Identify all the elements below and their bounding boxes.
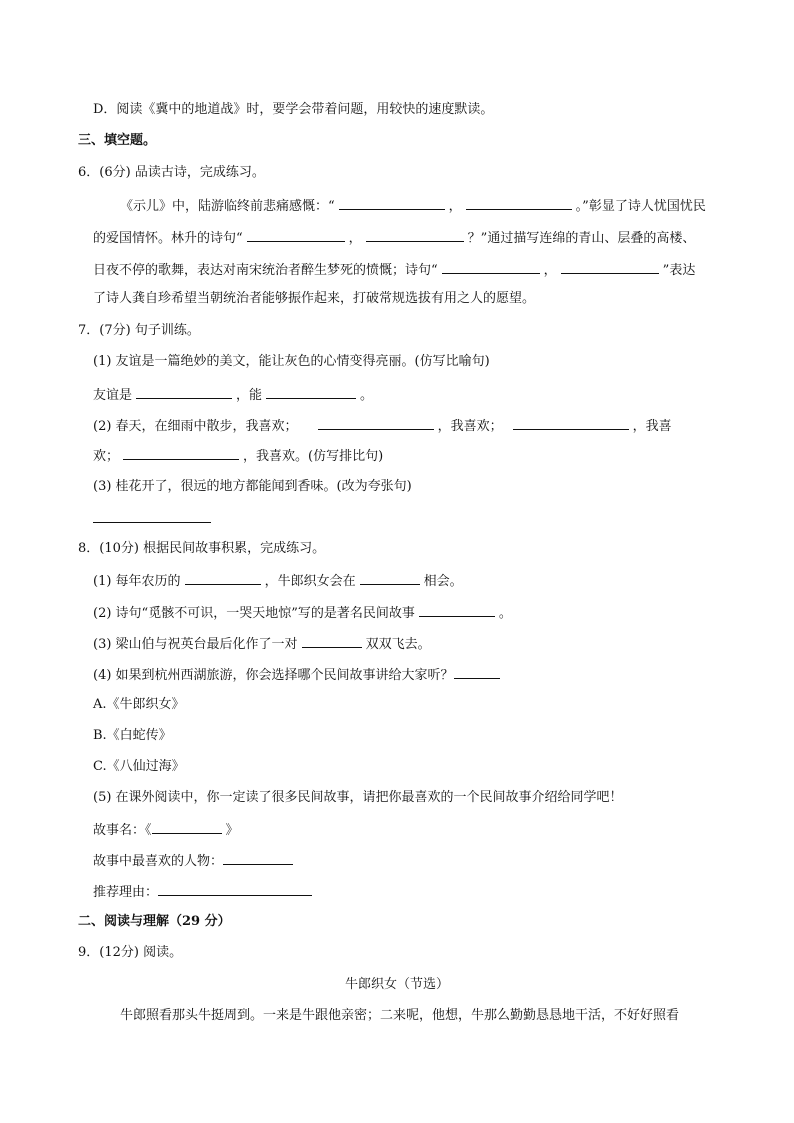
answer-blank[interactable] <box>247 228 345 242</box>
q8-fav-character: 故事中最喜欢的人物： <box>93 851 293 871</box>
q8-story-name: 故事名：《 》 <box>93 820 239 840</box>
answer-blank[interactable] <box>339 196 445 210</box>
q6-line-4: 了诗人龚自珍希望当朝统治者能够振作起来，打破常规选拔有用之人的愿望。 <box>93 291 536 306</box>
answer-blank[interactable] <box>136 385 232 399</box>
answer-blank[interactable] <box>302 634 362 648</box>
q7-s1-answer: 友谊是 ，能 。 <box>93 385 373 405</box>
q8-s5: (5) 在课外阅读中，你一定读了很多民间故事，请把你最喜欢的一个民间故事介绍给同学吧！ <box>93 790 623 805</box>
answer-blank[interactable] <box>266 385 356 399</box>
passage-title: 牛郎织女（节选） <box>344 977 449 992</box>
answer-blank[interactable] <box>442 260 540 274</box>
option-d: D．阅读《冀中的地道战》时，要学会带着问题，用较快的速度默读。 <box>93 102 494 117</box>
answer-blank[interactable] <box>360 571 420 585</box>
q8-s1: (1) 每年农历的 ，牛郎织女会在 相会。 <box>93 571 463 591</box>
q7-heading: 7．(7分) 句子训练。 <box>78 323 200 338</box>
answer-blank[interactable] <box>318 416 434 430</box>
q7-s1: (1) 友谊是一篇绝妙的美文，能让灰色的心情变得亮丽。(仿写比喻句) <box>93 354 490 369</box>
section-title-reading: 二、阅读与理解（29 分） <box>78 914 231 929</box>
answer-blank[interactable] <box>466 196 572 210</box>
answer-blank[interactable] <box>561 260 659 274</box>
answer-blank[interactable] <box>93 509 211 523</box>
passage-paragraph: 牛郎照看那头牛挺周到。一来是牛跟他亲密；二来呢，他想，牛那么勤勤恳恳地干活，不好好照看 <box>120 1008 680 1023</box>
q8-heading: 8．(10分) 根据民间故事积累，完成练习。 <box>78 541 326 556</box>
answer-blank[interactable] <box>158 882 312 896</box>
q8-s3: (3) 梁山伯与祝英台最后化作了一对 双双飞去。 <box>93 634 431 654</box>
q8-option-c: C.《八仙过海》 <box>93 759 185 774</box>
answer-blank[interactable] <box>513 416 629 430</box>
q7-s2-line-1: (2) 春天，在细雨中散步，我喜欢； ，我喜欢； ，我喜 <box>93 416 672 436</box>
q6-line-2: 的爱国情怀。林升的诗句“ ， ？”通过描写连绵的青山、层叠的高楼、 <box>93 228 695 248</box>
answer-blank[interactable] <box>366 228 464 242</box>
q7-s3-answer-line <box>93 509 211 529</box>
answer-blank[interactable] <box>123 446 239 460</box>
answer-blank[interactable] <box>185 571 261 585</box>
q8-option-a: A.《牛郎织女》 <box>93 697 185 712</box>
q7-s3: (3) 桂花开了，很远的地方都能闻到香味。(改为夸张句) <box>93 479 412 494</box>
q8-s4: (4) 如果到杭州西湖旅游，你会选择哪个民间故事讲给大家听？ <box>93 665 504 685</box>
q6-line-1: 《示儿》中，陆游临终前悲痛感慨：“ ， 。”彰显了诗人忧国忧民 <box>120 196 706 216</box>
q9-heading: 9．(12分) 阅读。 <box>78 945 183 960</box>
q8-s2: (2) 诗句“觅骸不可识，一哭天地惊”写的是著名民间故事 。 <box>93 603 512 623</box>
section-title-fill-blank: 三、填空题。 <box>78 133 157 148</box>
q6-line-3: 日夜不停的歌舞，表达对南宋统治者醉生梦死的愤慨；诗句“ ， ”表达 <box>93 260 695 280</box>
q8-option-b: B.《白蛇传》 <box>93 728 172 743</box>
answer-blank[interactable] <box>419 603 495 617</box>
q6-heading: 6．(6分) 品读古诗，完成练习。 <box>78 165 265 180</box>
q7-s2-line-2: 欢； ，我喜欢。(仿写排比句) <box>93 446 383 466</box>
answer-blank[interactable] <box>223 851 293 865</box>
answer-blank[interactable] <box>152 820 222 834</box>
answer-blank[interactable] <box>454 665 500 679</box>
q8-reason: 推荐理由： <box>93 882 312 902</box>
